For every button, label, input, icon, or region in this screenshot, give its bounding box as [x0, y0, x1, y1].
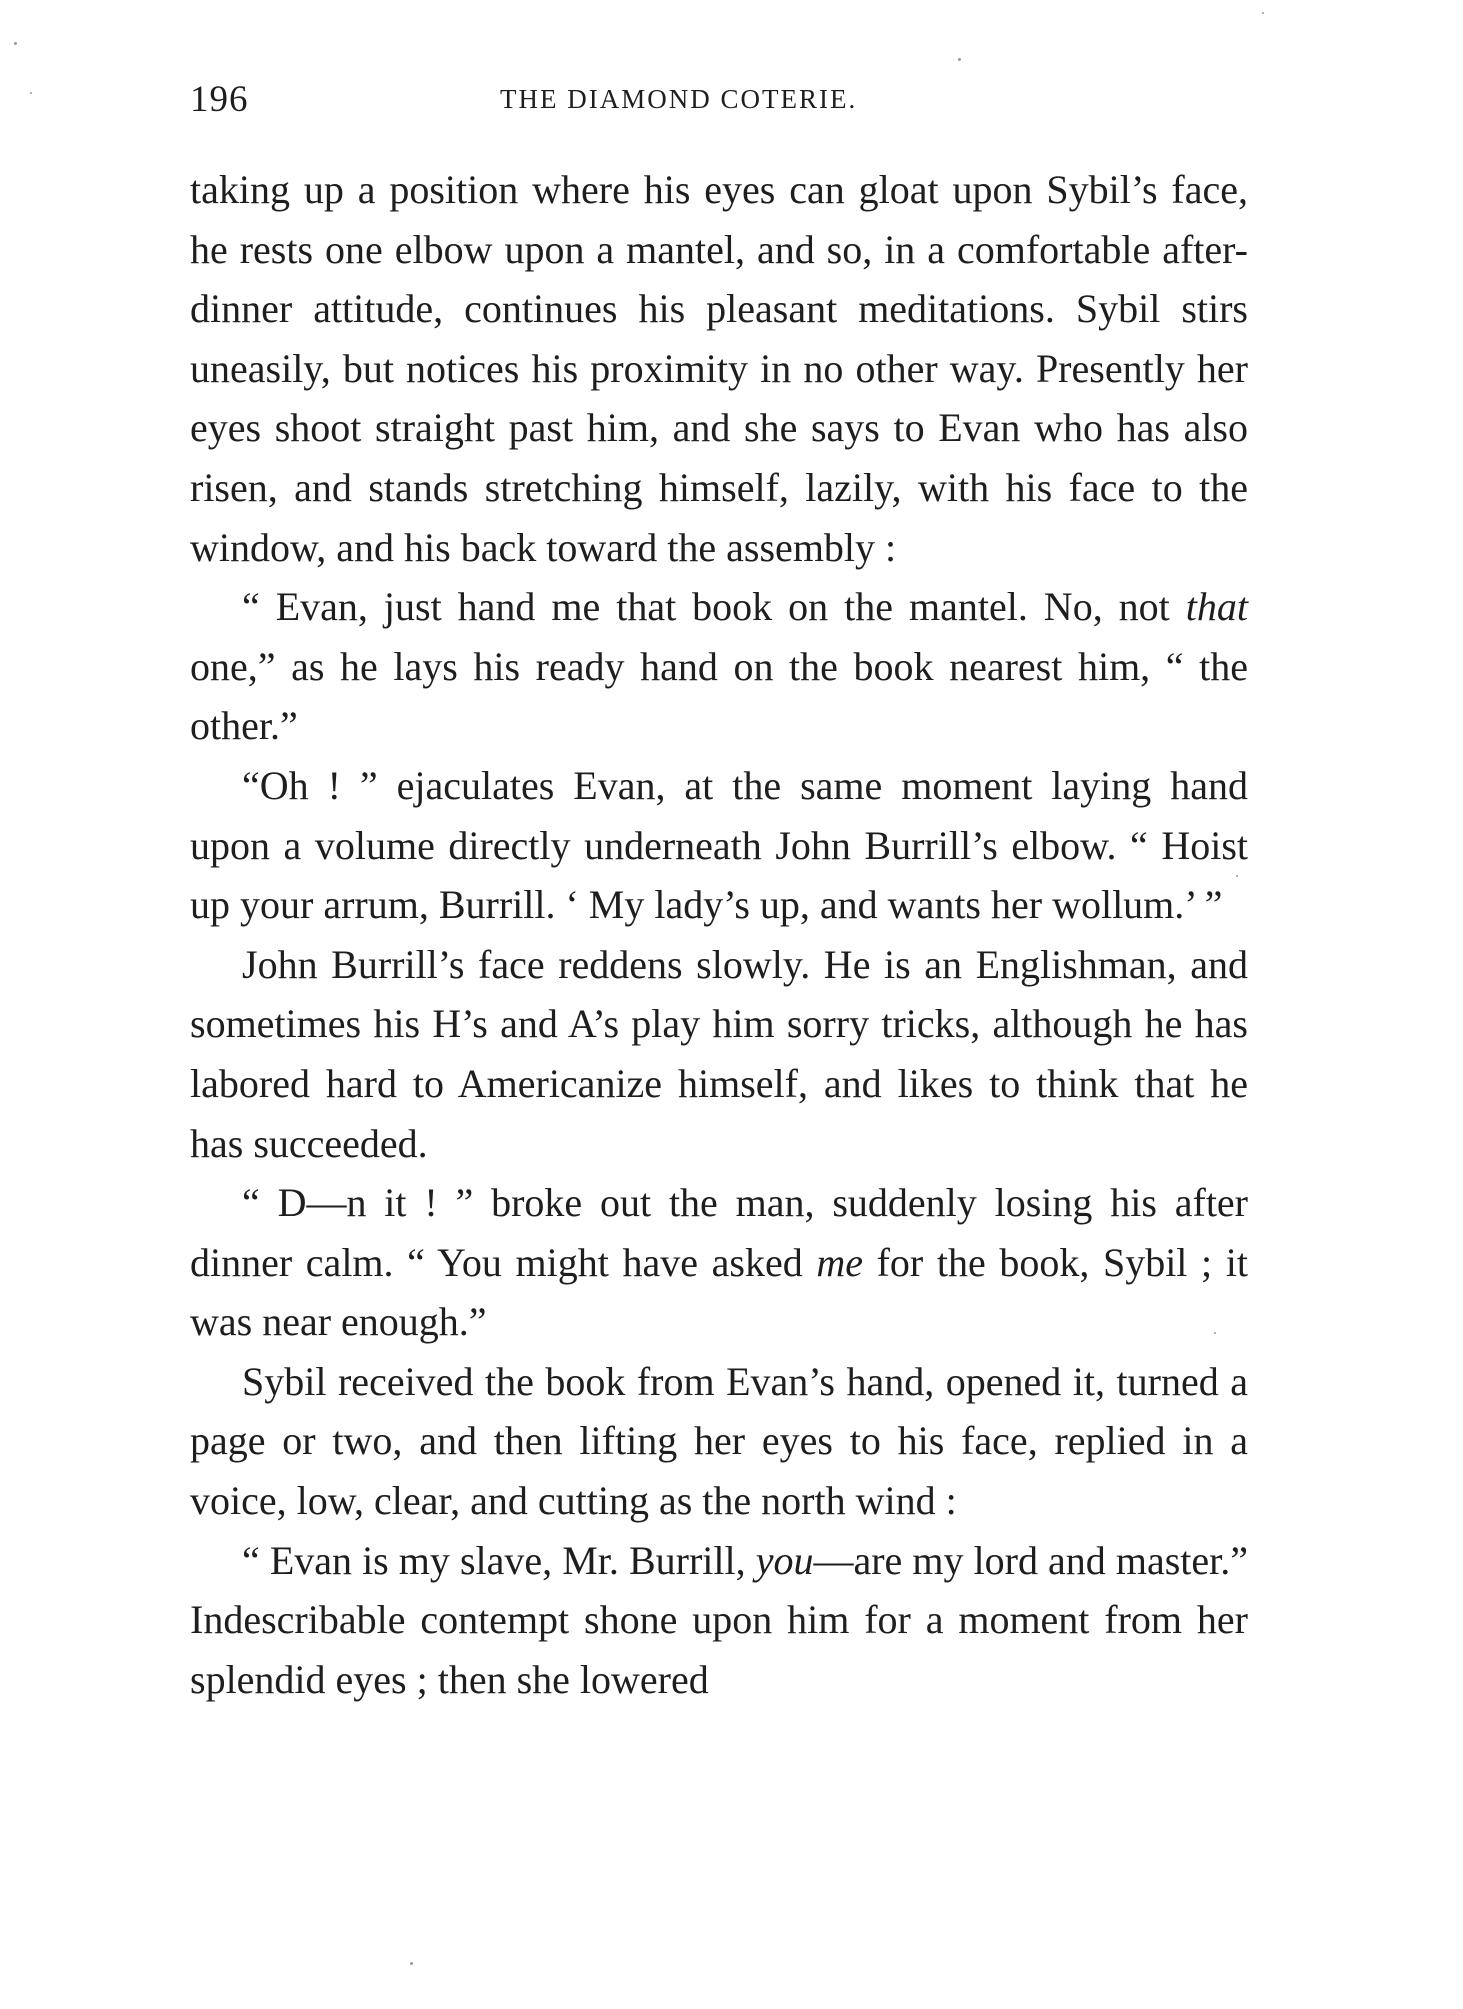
paragraph — [190, 1352, 1248, 1531]
text-run: “ D—n it ! ” broke out the man, suddenly losing his after dinner calm. “ You might have asked — [190, 1180, 1248, 1285]
paper-speck — [14, 42, 17, 45]
text-run: taking up a position where his eyes can gloat upon Sybil’s face, he rests one elbow upon a mantel, and so, in a comfortable after-dinner attitude, continues his pleasant meditations. Sybil stirs uneasily, but notices his proximity in no other way. Presently her eyes shoot straight past him, and she says to Evan who has also risen, and stands stretching himself, lazily, with his face to the window, and his back toward the assembly : — [190, 167, 1248, 570]
paper-speck — [1262, 12, 1264, 14]
text-run: Sybil received the book from Evan’s hand, opened it, turned a page or two, and then lifting her eyes to his face, replied in a voice, low, clear, and cutting as the north wind : — [190, 1358, 1248, 1524]
body-text — [190, 160, 1248, 1709]
paragraph — [190, 577, 1248, 756]
paragraph — [190, 1531, 1248, 1710]
paper-speck — [1214, 1332, 1216, 1334]
text-run: for the book, Sybil ; it was near enough.” — [190, 1239, 1248, 1345]
running-head — [190, 78, 1250, 128]
book-title: THE DIAMOND COTERIE. — [500, 84, 858, 114]
paper-speck — [1236, 875, 1238, 877]
paper-speck — [30, 92, 32, 94]
text-run: “Oh ! ” ejaculates Evan, at the same moment laying hand upon a volume directly underneath John Burrill’s elbow. “ Hoist up your arrum, Burrill. ‘ My lady’s up, and wants her wollum.’ ” — [190, 762, 1248, 928]
paper-speck — [410, 1962, 413, 1965]
text-run: John Burrill’s face reddens slowly. He is an Englishman, and sometimes his H’s and A’s play him sorry tricks, although he has labored hard to Americanize himself, and likes to think that he has succeeded. — [190, 941, 1248, 1166]
paragraph — [190, 1173, 1248, 1352]
text-run: “ Evan is my slave, Mr. Burrill, — [242, 1537, 756, 1583]
italic-text-run: you — [755, 1537, 814, 1583]
italic-text-run: me — [816, 1239, 863, 1285]
page-number: 196 — [190, 79, 249, 120]
italic-text-run: that — [1185, 584, 1248, 630]
paragraph — [190, 160, 1248, 577]
text-run: one,” as he lays his ready hand on the book nearest him, “ the other.” — [190, 643, 1248, 749]
paragraph — [190, 935, 1248, 1173]
paper-speck — [958, 58, 961, 61]
paragraph — [190, 756, 1248, 935]
text-run: “ Evan, just hand me that book on the mantel. No, not — [242, 584, 1186, 630]
text-run: —are my lord and master.” Indescribable contempt shone upon him for a moment from her splendid eyes ; then she lowered — [190, 1537, 1249, 1702]
